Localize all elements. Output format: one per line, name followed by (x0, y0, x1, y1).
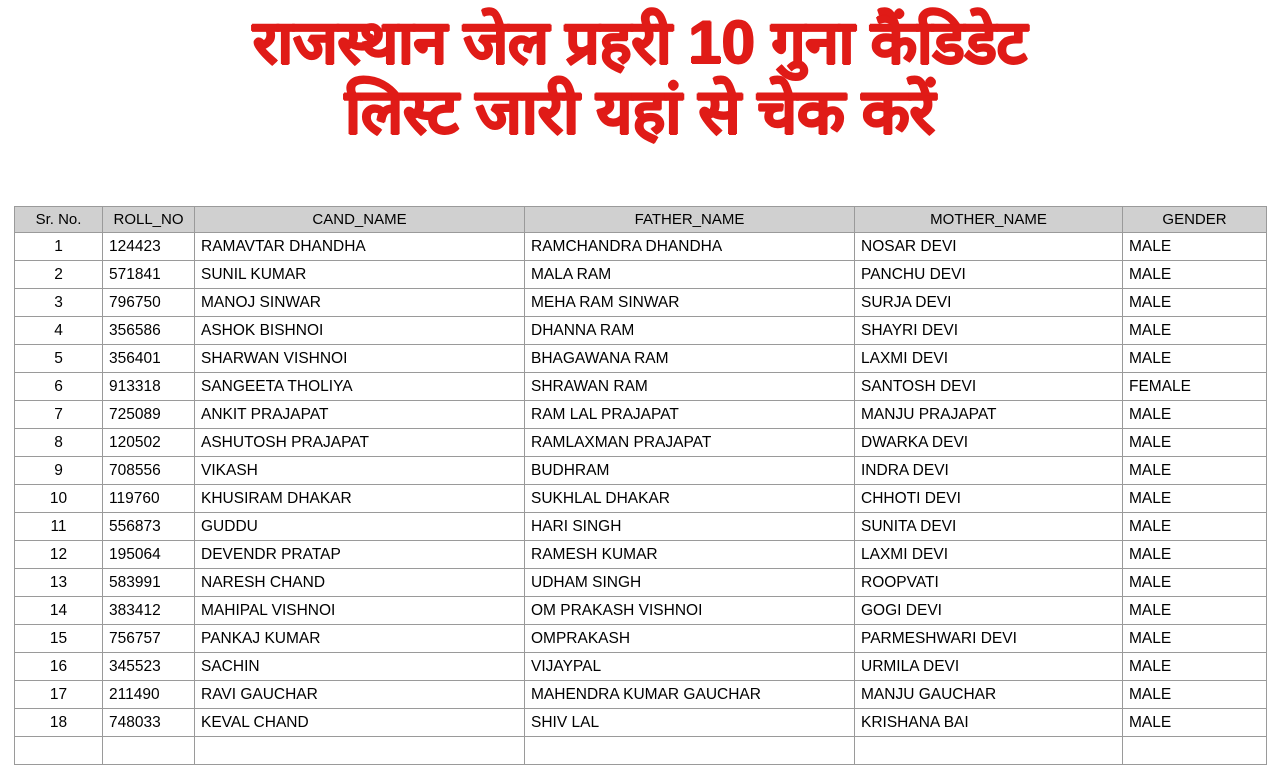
cell-father-name: BHAGAWANA RAM (525, 345, 855, 373)
cell-gender: MALE (1123, 485, 1267, 513)
table-row (15, 625, 1267, 653)
table-row (15, 681, 1267, 709)
table-row (15, 709, 1267, 737)
headline-line-1: राजस्थान जेल प्रहरी 10 गुना कैंडिडेट (253, 9, 1027, 76)
cell-mother-name: MANJU PRAJAPAT (855, 401, 1123, 429)
cell-father-name: MEHA RAM SINWAR (525, 289, 855, 317)
cell-mother-name: SUNITA DEVI (855, 513, 1123, 541)
cell-cand-name: SHARWAN VISHNOI (195, 345, 525, 373)
cell-cand-name: KEVAL CHAND (195, 709, 525, 737)
cell-sr-no: 13 (15, 569, 103, 597)
page-title (0, 8, 1280, 148)
cell-mother-name: ROOPVATI (855, 569, 1123, 597)
cell-roll-no: 119760 (103, 485, 195, 513)
cell-roll-no: 756757 (103, 625, 195, 653)
cell-cand-name: DEVENDR PRATAP (195, 541, 525, 569)
table-row (15, 597, 1267, 625)
candidate-list-table (14, 206, 1267, 765)
cell-sr-no: 17 (15, 681, 103, 709)
table-row (15, 373, 1267, 401)
cell-sr-no: 18 (15, 709, 103, 737)
table-row (15, 233, 1267, 261)
cell-sr-no: 3 (15, 289, 103, 317)
cell-roll-no: 195064 (103, 541, 195, 569)
cell-gender: MALE (1123, 233, 1267, 261)
cell-cand-name: SACHIN (195, 653, 525, 681)
table-row (15, 317, 1267, 345)
cell-gender: MALE (1123, 289, 1267, 317)
cell-father-name: RAMLAXMAN PRAJAPAT (525, 429, 855, 457)
column-header-father-name: FATHER_NAME (525, 207, 855, 233)
candidate-list-table-container (14, 206, 1266, 765)
cell-clipped (103, 737, 195, 765)
cell-cand-name: MAHIPAL VISHNOI (195, 597, 525, 625)
cell-father-name: DHANNA RAM (525, 317, 855, 345)
cell-roll-no: 356401 (103, 345, 195, 373)
cell-cand-name: VIKASH (195, 457, 525, 485)
cell-cand-name: KHUSIRAM DHAKAR (195, 485, 525, 513)
cell-father-name: SHRAWAN RAM (525, 373, 855, 401)
cell-father-name: OM PRAKASH VISHNOI (525, 597, 855, 625)
table-row (15, 569, 1267, 597)
cell-gender: MALE (1123, 401, 1267, 429)
cell-mother-name: KRISHANA BAI (855, 709, 1123, 737)
cell-cand-name: SUNIL KUMAR (195, 261, 525, 289)
cell-gender: MALE (1123, 625, 1267, 653)
cell-roll-no: 748033 (103, 709, 195, 737)
cell-cand-name: MANOJ SINWAR (195, 289, 525, 317)
cell-gender: MALE (1123, 345, 1267, 373)
cell-mother-name: MANJU GAUCHAR (855, 681, 1123, 709)
cell-cand-name: ASHUTOSH PRAJAPAT (195, 429, 525, 457)
cell-mother-name: DWARKA DEVI (855, 429, 1123, 457)
cell-sr-no: 8 (15, 429, 103, 457)
column-header-gender: GENDER (1123, 207, 1267, 233)
cell-mother-name: PARMESHWARI DEVI (855, 625, 1123, 653)
cell-roll-no: 571841 (103, 261, 195, 289)
cell-mother-name: SURJA DEVI (855, 289, 1123, 317)
cell-sr-no: 7 (15, 401, 103, 429)
cell-roll-no: 120502 (103, 429, 195, 457)
cell-sr-no: 2 (15, 261, 103, 289)
table-row (15, 457, 1267, 485)
cell-gender: MALE (1123, 261, 1267, 289)
cell-roll-no: 708556 (103, 457, 195, 485)
table-header-row (15, 207, 1267, 233)
table-row (15, 261, 1267, 289)
cell-mother-name: SANTOSH DEVI (855, 373, 1123, 401)
cell-father-name: MALA RAM (525, 261, 855, 289)
cell-cand-name: ASHOK BISHNOI (195, 317, 525, 345)
cell-cand-name: RAVI GAUCHAR (195, 681, 525, 709)
cell-father-name: SUKHLAL DHAKAR (525, 485, 855, 513)
cell-roll-no: 796750 (103, 289, 195, 317)
cell-mother-name: SHAYRI DEVI (855, 317, 1123, 345)
cell-father-name: OMPRAKASH (525, 625, 855, 653)
cell-father-name: RAM LAL PRAJAPAT (525, 401, 855, 429)
cell-gender: MALE (1123, 709, 1267, 737)
cell-cand-name: PANKAJ KUMAR (195, 625, 525, 653)
cell-mother-name: LAXMI DEVI (855, 345, 1123, 373)
table-row (15, 429, 1267, 457)
cell-roll-no: 725089 (103, 401, 195, 429)
cell-sr-no: 15 (15, 625, 103, 653)
cell-gender: MALE (1123, 429, 1267, 457)
table-row (15, 653, 1267, 681)
cell-clipped (15, 737, 103, 765)
cell-gender: FEMALE (1123, 373, 1267, 401)
cell-gender: MALE (1123, 569, 1267, 597)
cell-mother-name: PANCHU DEVI (855, 261, 1123, 289)
cell-clipped (195, 737, 525, 765)
cell-sr-no: 12 (15, 541, 103, 569)
cell-mother-name: INDRA DEVI (855, 457, 1123, 485)
cell-clipped (1123, 737, 1267, 765)
cell-father-name: VIJAYPAL (525, 653, 855, 681)
cell-roll-no: 556873 (103, 513, 195, 541)
cell-sr-no: 14 (15, 597, 103, 625)
cell-sr-no: 1 (15, 233, 103, 261)
cell-sr-no: 9 (15, 457, 103, 485)
cell-cand-name: NARESH CHAND (195, 569, 525, 597)
cell-gender: MALE (1123, 317, 1267, 345)
cell-cand-name: GUDDU (195, 513, 525, 541)
cell-mother-name: CHHOTI DEVI (855, 485, 1123, 513)
table-row (15, 485, 1267, 513)
table-row (15, 401, 1267, 429)
cell-father-name: UDHAM SINGH (525, 569, 855, 597)
cell-father-name: BUDHRAM (525, 457, 855, 485)
cell-sr-no: 11 (15, 513, 103, 541)
cell-father-name: RAMCHANDRA DHANDHA (525, 233, 855, 261)
cell-cand-name: ANKIT PRAJAPAT (195, 401, 525, 429)
cell-roll-no: 356586 (103, 317, 195, 345)
cell-gender: MALE (1123, 681, 1267, 709)
headline-line-2: लिस्ट जारी यहां से चेक करें (345, 78, 935, 147)
table-row (15, 737, 1267, 765)
table-header (15, 207, 1267, 233)
cell-gender: MALE (1123, 513, 1267, 541)
cell-sr-no: 16 (15, 653, 103, 681)
cell-father-name: RAMESH KUMAR (525, 541, 855, 569)
column-header-cand-name: CAND_NAME (195, 207, 525, 233)
cell-gender: MALE (1123, 653, 1267, 681)
cell-roll-no: 583991 (103, 569, 195, 597)
cell-roll-no: 913318 (103, 373, 195, 401)
cell-mother-name: LAXMI DEVI (855, 541, 1123, 569)
cell-father-name: MAHENDRA KUMAR GAUCHAR (525, 681, 855, 709)
cell-roll-no: 383412 (103, 597, 195, 625)
table-body (15, 233, 1267, 765)
cell-roll-no: 211490 (103, 681, 195, 709)
cell-mother-name: NOSAR DEVI (855, 233, 1123, 261)
cell-gender: MALE (1123, 597, 1267, 625)
cell-roll-no: 124423 (103, 233, 195, 261)
table-row (15, 541, 1267, 569)
cell-cand-name: RAMAVTAR DHANDHA (195, 233, 525, 261)
cell-sr-no: 6 (15, 373, 103, 401)
column-header-roll-no: ROLL_NO (103, 207, 195, 233)
cell-cand-name: SANGEETA THOLIYA (195, 373, 525, 401)
cell-sr-no: 4 (15, 317, 103, 345)
table-row (15, 513, 1267, 541)
cell-roll-no: 345523 (103, 653, 195, 681)
cell-mother-name: URMILA DEVI (855, 653, 1123, 681)
cell-clipped (855, 737, 1123, 765)
cell-father-name: SHIV LAL (525, 709, 855, 737)
cell-gender: MALE (1123, 541, 1267, 569)
table-row (15, 289, 1267, 317)
column-header-sr-no: Sr. No. (15, 207, 103, 233)
cell-gender: MALE (1123, 457, 1267, 485)
table-row (15, 345, 1267, 373)
column-header-mother-name: MOTHER_NAME (855, 207, 1123, 233)
cell-clipped (525, 737, 855, 765)
cell-sr-no: 5 (15, 345, 103, 373)
cell-sr-no: 10 (15, 485, 103, 513)
cell-father-name: HARI SINGH (525, 513, 855, 541)
cell-mother-name: GOGI DEVI (855, 597, 1123, 625)
